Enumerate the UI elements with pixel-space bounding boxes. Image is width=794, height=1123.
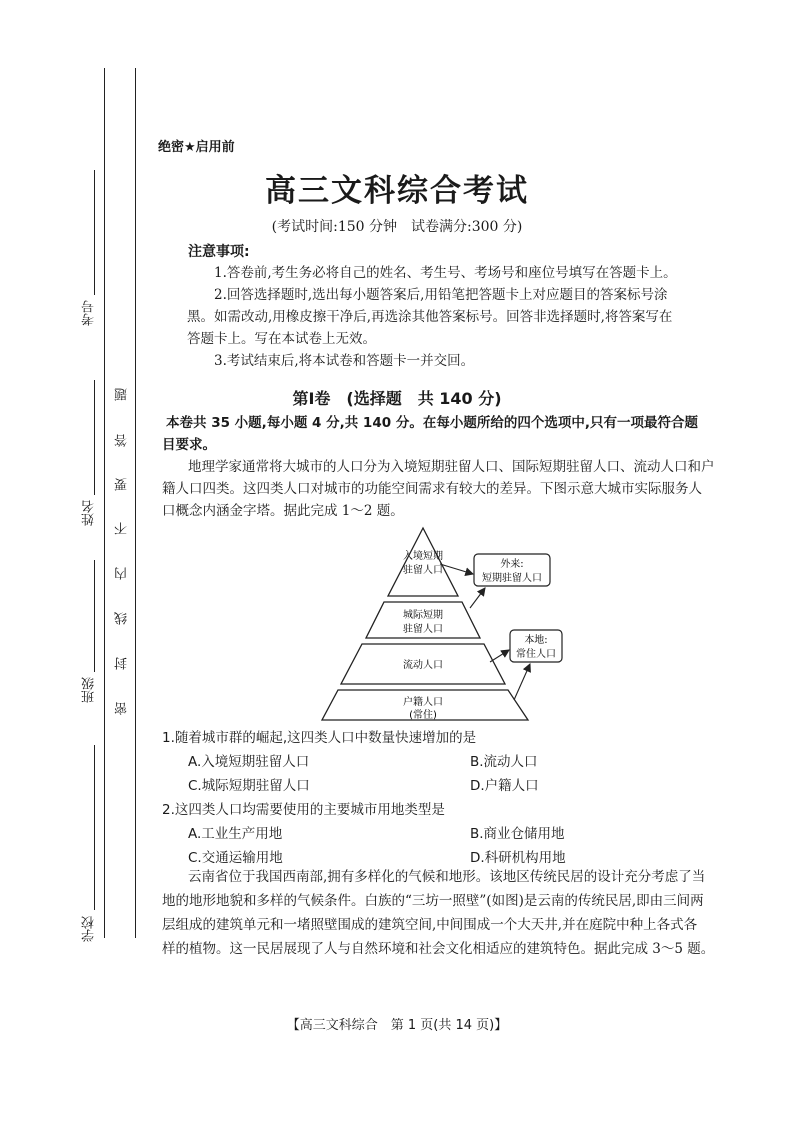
notice-line: 黑。如需改动,用橡皮擦干净后,再选涂其他答案标号。回答非选择题时,将答案写在 xyxy=(187,309,673,325)
seal-char: 线 xyxy=(115,612,130,625)
option-c[interactable]: C.城际短期驻留人口 xyxy=(188,778,310,794)
seal-char: 题 xyxy=(115,388,130,401)
field-label-exam-number: 考号 xyxy=(82,300,97,326)
level-label: 入境短期 xyxy=(403,551,443,562)
seal-char: 内 xyxy=(115,567,130,580)
arrow-intercity-to-outside xyxy=(470,588,485,608)
question-stem: 1.随着城市群的崛起,这四类人口中数量快速增加的是 xyxy=(162,730,477,746)
passage-line: 口概念内涵金字塔。据此完成 1～2 题。 xyxy=(162,503,404,519)
level-label: 户籍人口 xyxy=(403,697,443,708)
field-label-name: 姓名 xyxy=(82,500,97,526)
section-instruction: 目要求。 xyxy=(162,437,216,453)
field-line-class[interactable] xyxy=(94,560,95,672)
option-b[interactable]: B.流动人口 xyxy=(470,754,538,770)
passage-line: 地的地形地貌和多样的气候条件。白族的“三坊一照壁”(如图)是云南的传统民居,即由三间两 xyxy=(162,893,704,909)
page-footer: 【高三文科综合 第 1 页(共 14 页)】 xyxy=(286,1018,508,1033)
option-d[interactable]: D.户籍人口 xyxy=(470,778,539,794)
notice-heading: 注意事项: xyxy=(188,244,250,260)
level-label: (常住) xyxy=(409,710,437,721)
seal-char: 答 xyxy=(115,434,130,447)
box-outside-line: 外来: xyxy=(500,559,524,570)
seal-char: 要 xyxy=(115,478,130,491)
level-label: 驻留人口 xyxy=(403,565,443,576)
option-c[interactable]: C.交通运输用地 xyxy=(188,850,283,866)
passage-line: 地理学家通常将大城市的人口分为入境短期驻留人口、国际短期驻留人口、流动人口和户 xyxy=(188,459,715,475)
box-local-line: 本地: xyxy=(524,635,548,646)
population-pyramid-diagram xyxy=(320,522,580,727)
passage-line: 籍人口四类。这四类人口对城市的功能空间需求有较大的差异。下图示意大城市实际服务人 xyxy=(162,481,702,497)
passage-line: 样的植物。这一民居展现了人与自然环境和社会文化相适应的建筑特色。据此完成 3～5 题。 xyxy=(162,941,715,957)
section-title: 第Ⅰ卷 (选择题 共 140 分) xyxy=(292,389,502,408)
notice-line: 1.答卷前,考生务必将自己的姓名、考生号、考场号和座位号填写在答题卡上。 xyxy=(214,265,677,281)
exam-time-info: (考试时间:150 分钟 试卷满分:300 分) xyxy=(271,219,523,235)
arrow-inbound-to-outside xyxy=(440,564,473,574)
seal-char: 封 xyxy=(115,657,130,670)
level-label: 城际短期 xyxy=(403,610,443,621)
option-a[interactable]: A.入境短期驻留人口 xyxy=(188,754,310,770)
page-title: 高三文科综合考试 xyxy=(265,173,529,209)
level-label: 驻留人口 xyxy=(403,624,443,635)
notice-line: 2.回答选择题时,选出每小题答案后,用铅笔把答题卡上对应题目的答案标号涂 xyxy=(214,287,668,303)
level-label: 流动人口 xyxy=(403,660,443,671)
box-outside-line: 短期驻留人口 xyxy=(482,573,542,584)
passage-line: 云南省位于我国西南部,拥有多样化的气候和地形。该地区传统民居的设计充分考虑了当 xyxy=(188,869,706,885)
question-stem: 2.这四类人口均需要使用的主要城市用地类型是 xyxy=(162,802,445,818)
notice-line: 答题卡上。写在本试卷上无效。 xyxy=(187,331,376,347)
passage-line: 层组成的建筑单元和一堵照壁围成的建筑空间,中间围成一个大天井,并在庭院中种上各式各 xyxy=(162,917,698,933)
pyramid-level-inbound xyxy=(388,528,458,596)
secret-mark: 绝密★启用前 xyxy=(158,140,235,155)
notice-line: 3.考试结束后,将本试卷和答题卡一并交回。 xyxy=(214,353,475,369)
box-local-line: 常住人口 xyxy=(516,649,556,660)
arrow-registered-to-local xyxy=(514,664,530,700)
option-a[interactable]: A.工业生产用地 xyxy=(188,826,283,842)
seal-char: 不 xyxy=(115,522,130,535)
field-label-class: 班级 xyxy=(82,677,97,703)
arrow-floating-to-local xyxy=(490,650,509,662)
field-label-school: 学校 xyxy=(82,916,97,942)
option-b[interactable]: B.商业仓储用地 xyxy=(470,826,565,842)
field-line-school[interactable] xyxy=(94,745,95,910)
option-d[interactable]: D.科研机构用地 xyxy=(470,850,566,866)
section-instruction: 本卷共 35 小题,每小题 4 分,共 140 分。在每小题所给的四个选项中,只有一项最符合题 xyxy=(166,415,698,431)
seal-char: 密 xyxy=(115,702,130,715)
